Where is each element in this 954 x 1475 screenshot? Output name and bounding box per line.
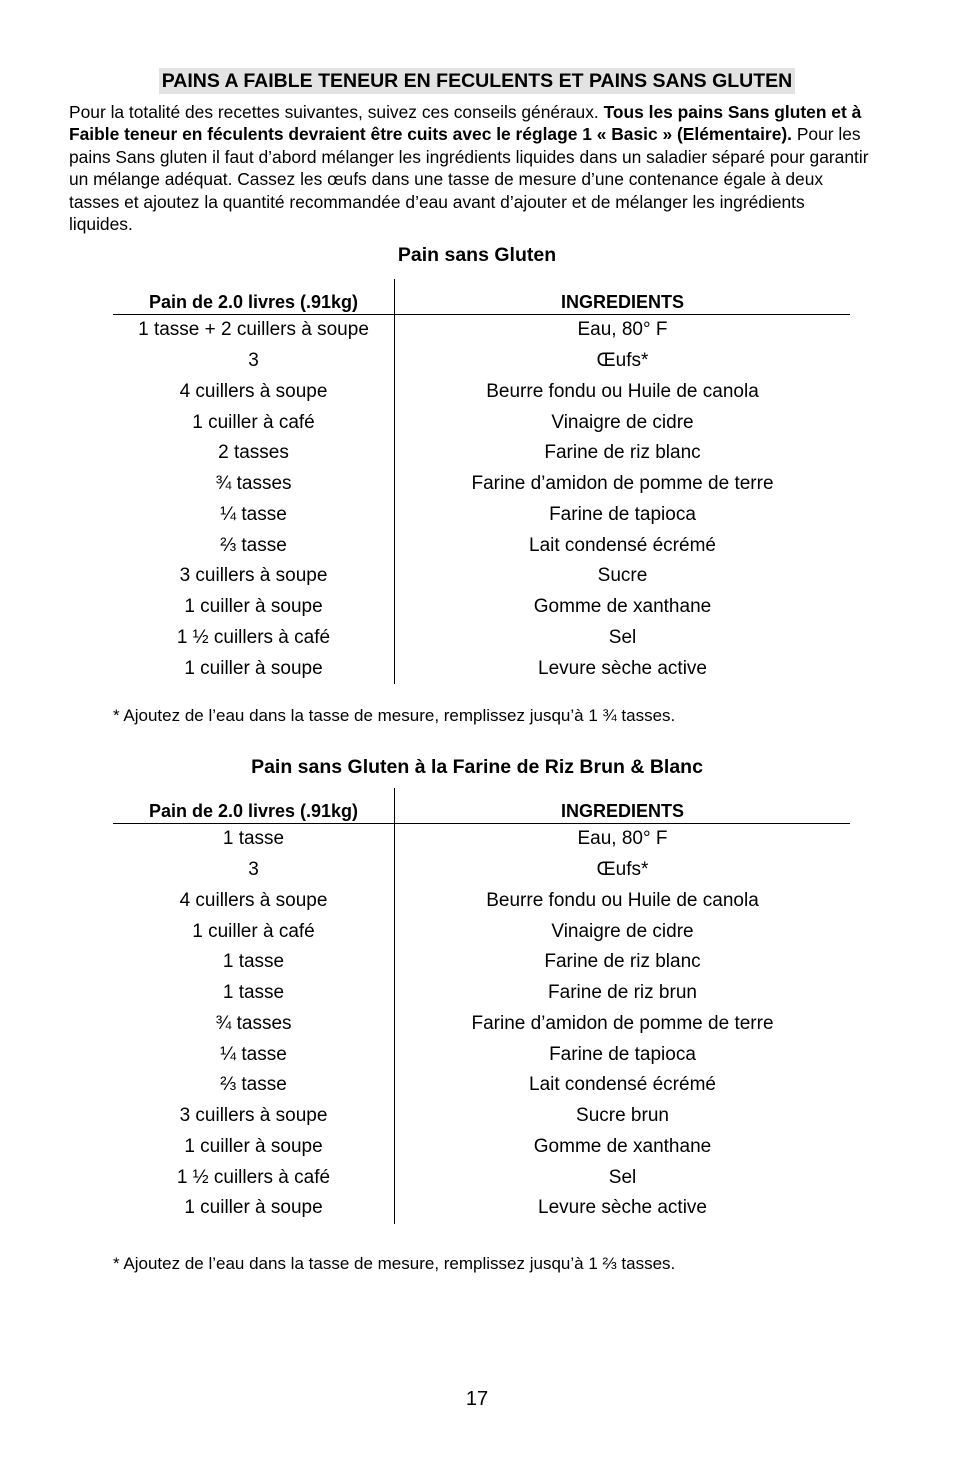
recipe-1-note: * Ajoutez de l’eau dans la tasse de mesure, remplissez jusqu’à 1 ¾ tasses.: [113, 706, 676, 725]
quantity-cell: 1 cuiller à café: [113, 916, 395, 947]
quantity-cell: ¼ tasse: [113, 1039, 395, 1070]
quantity-cell: 1 cuiller à café: [113, 407, 395, 438]
intro-paragraph: [69, 101, 869, 235]
table-row: [113, 500, 850, 531]
ingredient-cell: Sucre: [597, 565, 648, 587]
quantity-cell: ⅔ tasse: [113, 530, 395, 561]
ingredient-cell: Beurre fondu ou Huile de canola: [486, 380, 759, 402]
ingredient-cell: Sel: [608, 1166, 637, 1188]
quantity-cell: 1 cuiller à soupe: [113, 653, 395, 684]
ingredient-cell: Farine de tapioca: [549, 1043, 696, 1065]
quantity-cell: 1 cuiller à soupe: [113, 592, 395, 623]
table-row: [113, 315, 850, 346]
ingredient-cell: Gomme de xanthane: [533, 1135, 712, 1157]
quantity-cell: 3 cuillers à soupe: [113, 561, 395, 592]
quantity-cell: 3 cuillers à soupe: [113, 1101, 395, 1132]
quantity-cell: 3: [113, 855, 395, 886]
column-header-quantity: Pain de 2.0 livres (.91kg): [113, 279, 395, 315]
page-title: [0, 68, 954, 94]
table-row: [113, 1193, 850, 1224]
ingredient-cell: Vinaigre de cidre: [551, 920, 694, 942]
column-header-ingredients: INGREDIENTS: [395, 788, 851, 824]
table-row: [113, 530, 850, 561]
page-title-text: PAINS A FAIBLE TENEUR EN FECULENTS ET PAINS SANS GLUTEN: [159, 68, 796, 94]
quantity-cell: 1 tasse: [113, 947, 395, 978]
recipe-1-title: Pain sans Gluten: [397, 244, 557, 266]
ingredient-cell: Sucre brun: [576, 1105, 669, 1127]
table-row: [113, 886, 850, 917]
ingredient-cell: Vinaigre de cidre: [551, 411, 694, 433]
recipe-2-title: Pain sans Gluten à la Farine de Riz Brun & Blanc: [251, 756, 703, 778]
quantity-cell: 1 cuiller à soupe: [113, 1132, 395, 1163]
ingredient-cell: Gomme de xanthane: [533, 596, 712, 618]
quantity-cell: ¼ tasse: [113, 500, 395, 531]
quantity-cell: 1 ½ cuillers à café: [113, 1162, 395, 1193]
table-row: [113, 855, 850, 886]
quantity-cell: ⅔ tasse: [113, 1070, 395, 1101]
quantity-cell: ¾ tasses: [113, 469, 395, 500]
quantity-cell: 4 cuillers à soupe: [113, 377, 395, 408]
ingredient-cell: Farine de riz blanc: [544, 442, 701, 464]
table-row: [113, 561, 850, 592]
ingredient-cell: Farine de riz brun: [548, 982, 697, 1004]
table-row: [113, 346, 850, 377]
recipe-1-rows: [113, 315, 850, 685]
table-row: [113, 653, 850, 684]
ingredient-cell: Lait condensé écrémé: [529, 1074, 716, 1096]
table-row: [113, 377, 850, 408]
table-row: [113, 1132, 850, 1163]
table-row: [113, 469, 850, 500]
quantity-cell: 1 tasse + 2 cuillers à soupe: [113, 315, 395, 346]
table-row: [113, 1070, 850, 1101]
table-row: [113, 947, 850, 978]
ingredient-cell: Eau, 80° F: [577, 828, 668, 850]
table-row: [113, 1039, 850, 1070]
ingredient-cell: Farine d’amidon de pomme de terre: [471, 473, 774, 495]
ingredient-cell: Levure sèche active: [538, 657, 707, 679]
ingredient-cell: Farine de tapioca: [549, 503, 696, 525]
ingredient-cell: Lait condensé écrémé: [529, 534, 716, 556]
recipe-1-table: [113, 279, 850, 684]
table-row: [113, 1009, 850, 1040]
table-row: [113, 978, 850, 1009]
page-number: 17: [465, 1388, 489, 1410]
table-header-row: [113, 279, 850, 315]
intro-bold-text: Tous les pains Sans gluten et à Faible teneur en féculents devraient être cuits avec le réglage 1 « Basic » (Elémentaire).: [69, 102, 862, 145]
ingredient-cell: Œufs*: [596, 350, 649, 372]
table-row: [113, 1101, 850, 1132]
intro-text-2: Pour les pains Sans gluten il faut d’abord mélanger les ingrédients liquides dans un saladier séparé pour garantir un mélange adéquat. Cassez les œufs dans une tasse de mesure d’une contenance égale à deux tasses et ajoutez la quantité recommandée d’eau avant d’ajouter et de mélanger les ingrédients liquides.: [69, 124, 869, 235]
quantity-cell: 3: [113, 346, 395, 377]
ingredient-cell: Œufs*: [596, 859, 649, 881]
quantity-cell: 1 tasse: [113, 824, 395, 855]
table-row: [113, 824, 850, 855]
recipe-2-rows: [113, 824, 850, 1224]
quantity-cell: ¾ tasses: [113, 1009, 395, 1040]
ingredient-cell: Farine de riz blanc: [544, 951, 701, 973]
ingredient-cell: Beurre fondu ou Huile de canola: [486, 889, 759, 911]
recipe-2-table: [113, 788, 850, 1224]
intro-text-1: Pour la totalité des recettes suivantes, suivez ces conseils généraux.: [69, 102, 604, 122]
ingredient-cell: Farine d’amidon de pomme de terre: [471, 1012, 774, 1034]
table-header-row: [113, 788, 850, 824]
quantity-cell: 1 tasse: [113, 978, 395, 1009]
ingredient-cell: Levure sèche active: [538, 1197, 707, 1219]
ingredient-cell: Eau, 80° F: [577, 319, 668, 341]
ingredient-cell: Sel: [608, 626, 637, 648]
quantity-cell: 1 cuiller à soupe: [113, 1193, 395, 1224]
table-row: [113, 623, 850, 654]
table-row: [113, 592, 850, 623]
table-row: [113, 438, 850, 469]
quantity-cell: 4 cuillers à soupe: [113, 886, 395, 917]
table-row: [113, 407, 850, 438]
quantity-cell: 2 tasses: [113, 438, 395, 469]
table-row: [113, 916, 850, 947]
column-header-ingredients: INGREDIENTS: [395, 279, 851, 315]
quantity-cell: 1 ½ cuillers à café: [113, 623, 395, 654]
recipe-2-note: * Ajoutez de l’eau dans la tasse de mesure, remplissez jusqu’à 1 ⅔ tasses.: [113, 1254, 676, 1273]
column-header-quantity: Pain de 2.0 livres (.91kg): [113, 788, 395, 824]
table-row: [113, 1162, 850, 1193]
